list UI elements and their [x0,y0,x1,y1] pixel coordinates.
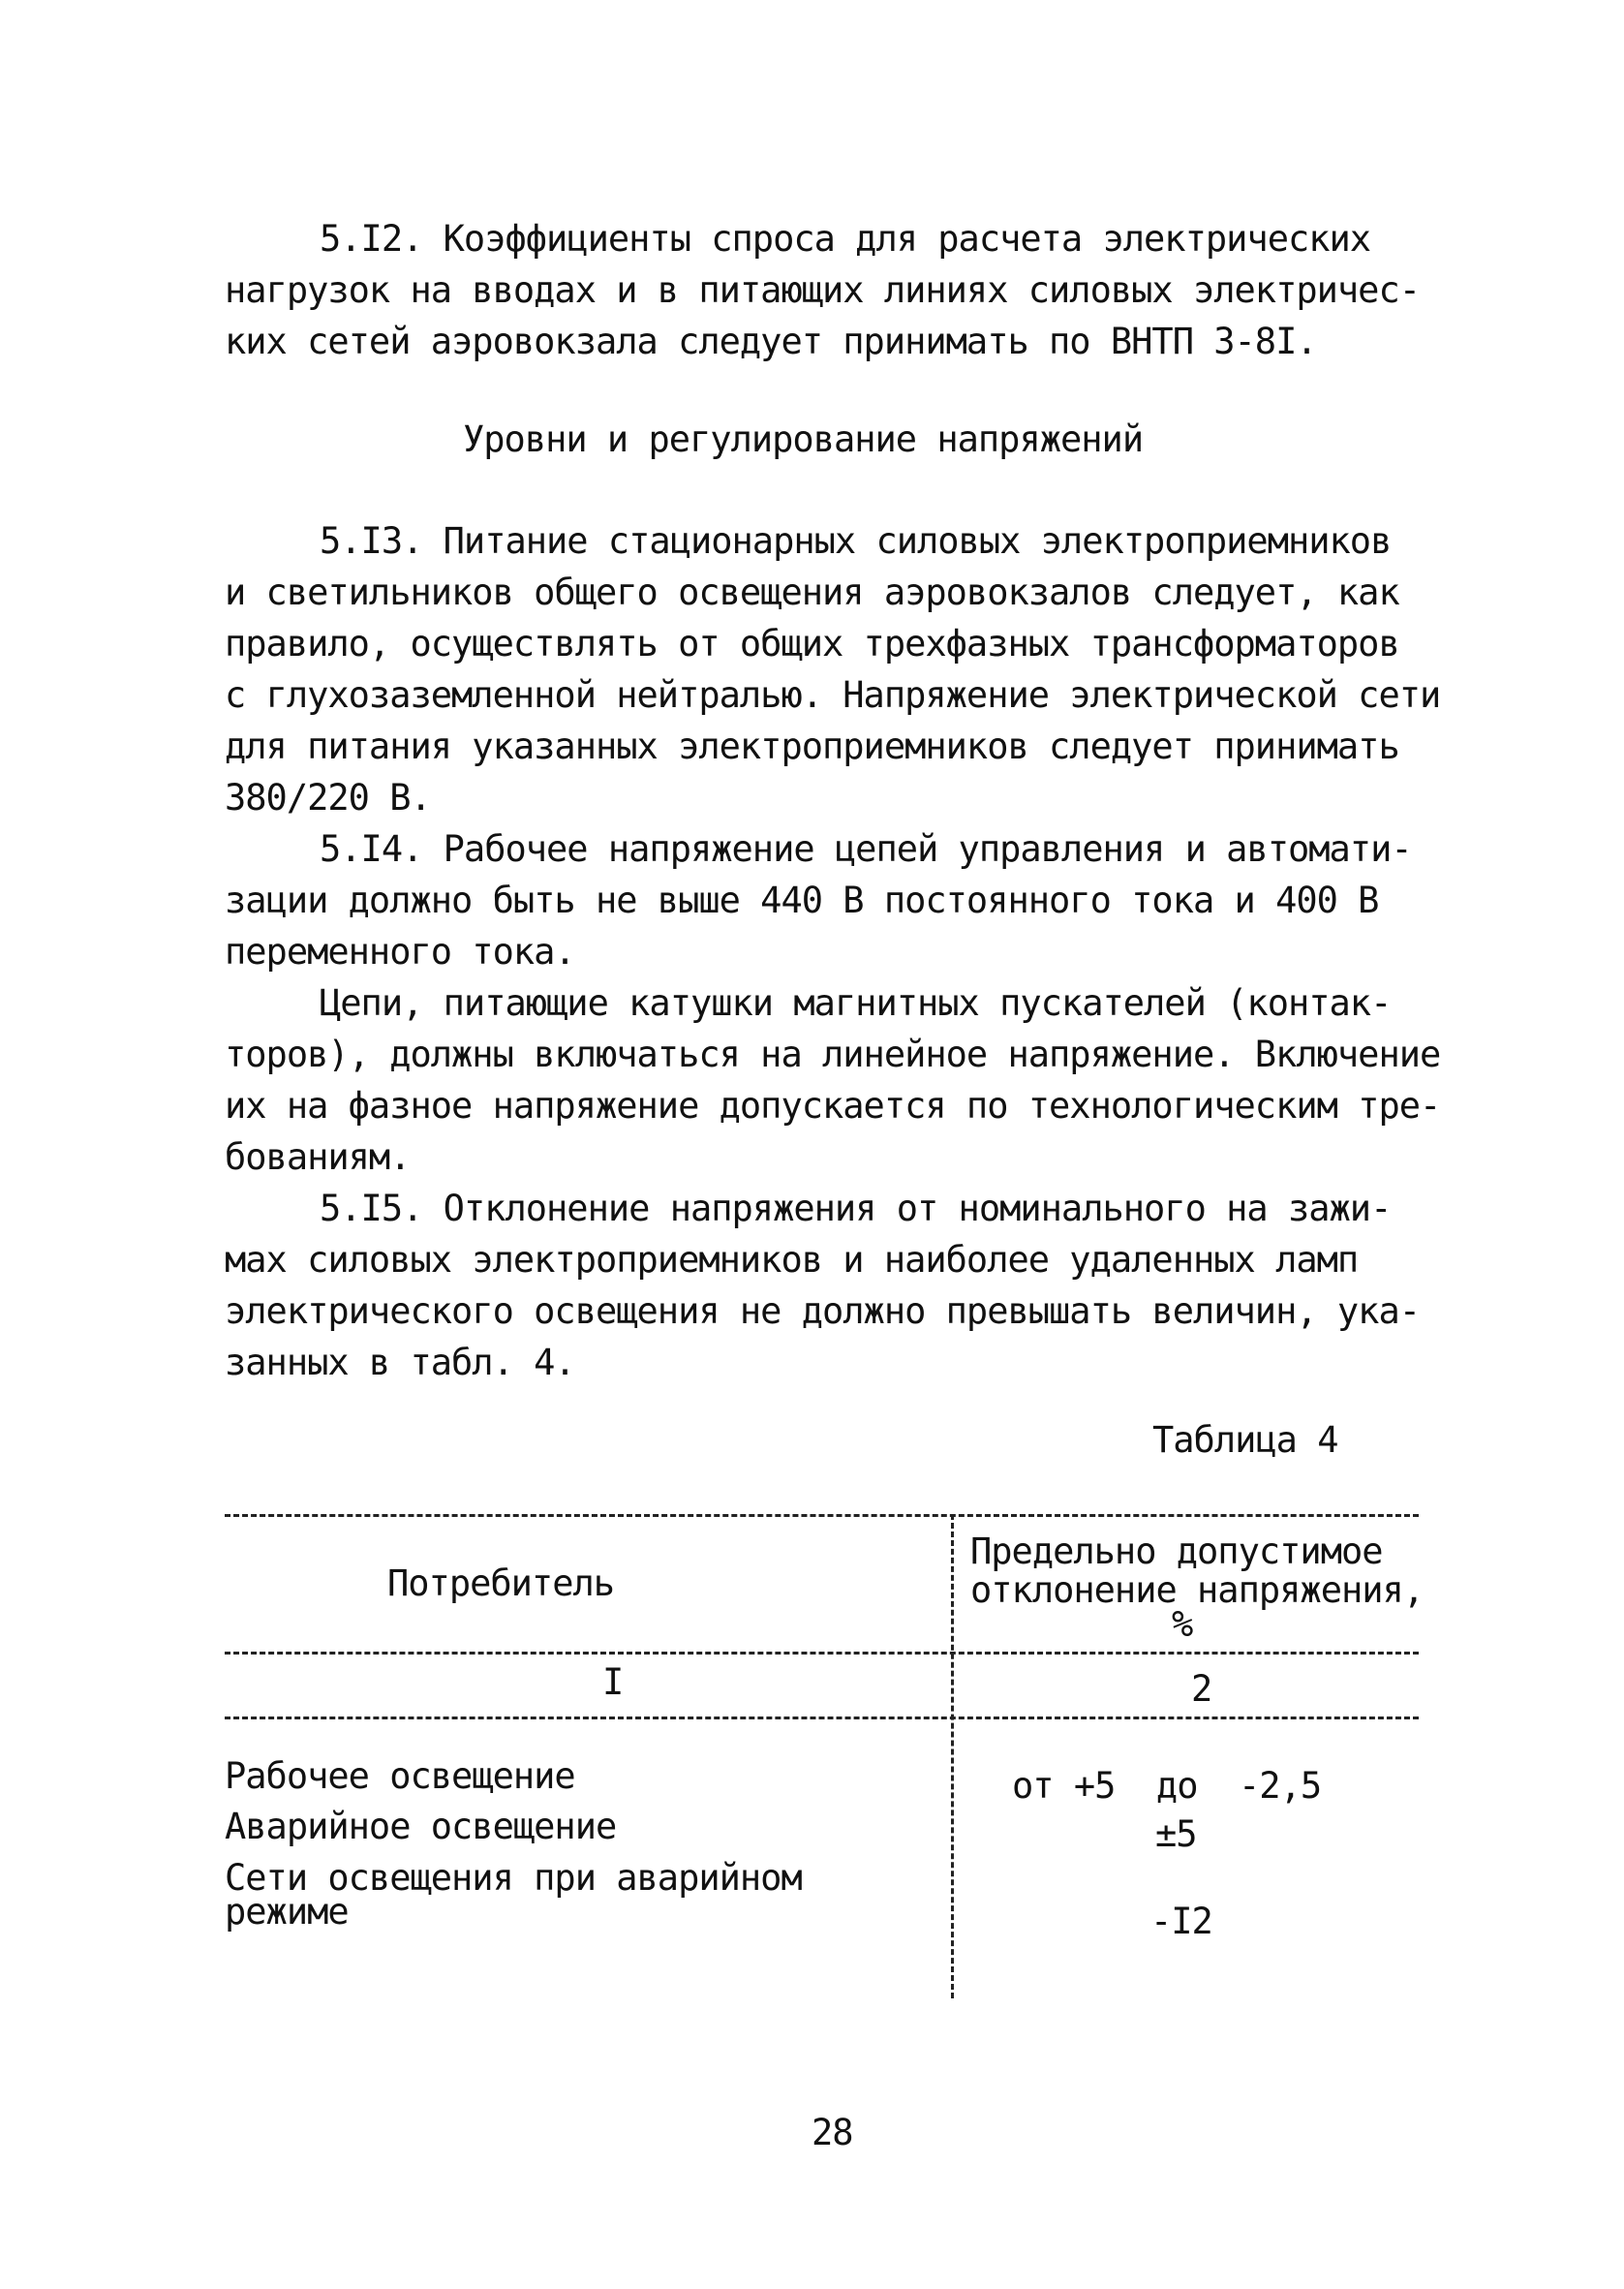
row-3-consumer-line-2: режиме [225,1891,349,1933]
row-3-value: -I2 [1150,1901,1212,1942]
header-deviation-unit: % [1172,1603,1193,1645]
para-5-14b-line-2: торов), должны включаться на линейное напряжение. Включение [225,1034,1441,1075]
header-deviation-line-1: Предельно допустимое [970,1531,1383,1572]
row-3-consumer-line-1: Сети освещения при аварийном [225,1857,802,1899]
table-top-rule [225,1514,1419,1517]
row-1-value: от +5 до -2,5 [1012,1765,1322,1807]
para-5-14-line-2: зации должно быть не выше 440 В постоянного тока и 400 В [225,880,1379,921]
para-5-13-line-6: 380/220 В. [225,777,431,819]
para-5-14-line-3: переменного тока. [225,931,575,973]
column-number-2: 2 [1191,1668,1212,1710]
para-5-14b-line-3: их на фазное напряжение допускается по технологическим тре- [225,1085,1441,1127]
para-5-14b-line-4: бованиям. [225,1136,411,1178]
row-2-value: ±5 [1155,1813,1197,1855]
section-heading: Уровни и регулирование напряжений [463,418,1144,460]
table-caption: Таблица 4 [1152,1419,1338,1461]
row-2-consumer: Аварийное освещение [225,1806,617,1847]
header-consumer: Потребитель [387,1562,615,1604]
para-5-13-line-2: и светильников общего освещения аэровокзалов следует, как [225,572,1399,613]
column-number-1: I [602,1661,624,1703]
para-5-12-line-3: ких сетей аэровокзала следует принимать по ВНТП 3-8I. [225,321,1317,362]
para-5-15-line-1: 5.I5. Отклонение напряжения от номинального на зажи- [320,1188,1392,1229]
para-5-12-line-2: нагрузок на вводах и в питающих линиях силовых электричес- [225,269,1421,311]
para-5-13-line-3: правило, осуществлять от общих трехфазных трансформаторов [225,623,1399,665]
para-5-14b-line-1: Цепи, питающие катушки магнитных пускателей (контак- [320,982,1392,1024]
page-number: 28 [812,2112,853,2153]
row-1-consumer: Рабочее освещение [225,1755,575,1797]
table-header-rule [225,1652,1419,1655]
table-column-divider [951,1514,954,1998]
para-5-14-line-1: 5.I4. Рабочее напряжение цепей управления и автомати- [320,828,1412,870]
header-deviation-line-2: отклонение напряжения, [970,1569,1425,1611]
table-number-rule [225,1717,1419,1719]
para-5-13-line-4: с глухозаземленной нейтралью. Напряжение электрической сети [225,674,1441,716]
para-5-15-line-4: занных в табл. 4. [225,1342,575,1383]
para-5-12-line-1: 5.I2. Коэффициенты спроса для расчета электрических [320,218,1371,260]
para-5-13-line-1: 5.I3. Питание стационарных силовых электроприемников [320,520,1392,562]
para-5-15-line-2: мах силовых электроприемников и наиболее удаленных ламп [225,1239,1359,1281]
para-5-13-line-5: для питания указанных электроприемников следует принимать [225,726,1399,767]
para-5-15-line-3: электрического освещения не должно превышать величин, ука- [225,1290,1421,1332]
